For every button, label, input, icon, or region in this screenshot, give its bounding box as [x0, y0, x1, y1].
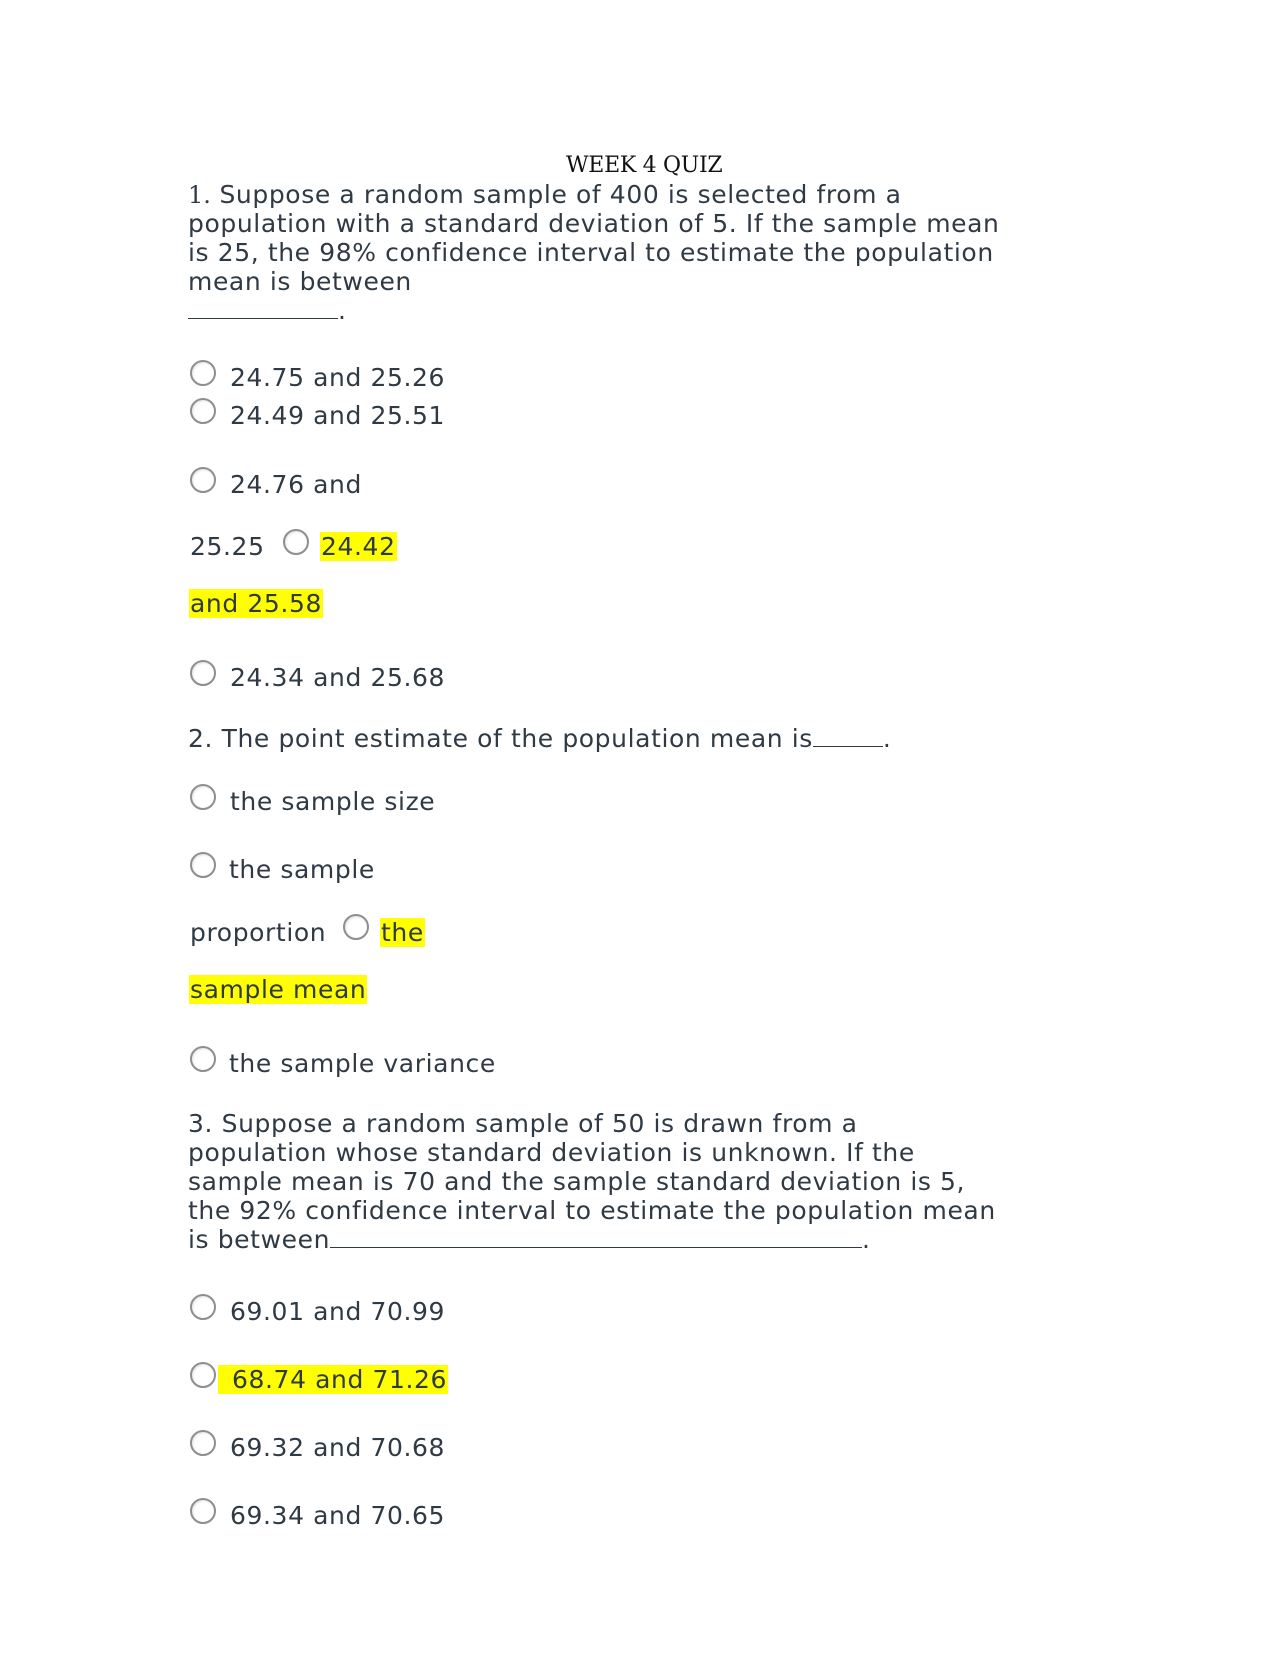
q1-option-3-radio[interactable]	[190, 467, 216, 493]
q2-option-1-label: the sample size	[230, 787, 436, 816]
answer-blank	[330, 1227, 862, 1248]
question-3-line-5	[188, 1225, 871, 1254]
question-1-line-4: mean is between	[188, 267, 412, 296]
answer-blank	[188, 298, 338, 319]
question-1-number: 1.	[188, 181, 211, 209]
question-1-text-1: Suppose a random sample of 400 is selected from a	[219, 180, 902, 209]
question-3-blank-end: .	[862, 1225, 871, 1254]
q3-option-3-label: 69.32 and 70.68	[230, 1433, 446, 1462]
q2-option-3-highlight: the	[381, 918, 424, 947]
q3-option-1-radio[interactable]	[190, 1294, 216, 1320]
q1-option-4-highlight-cont: and 25.58	[190, 589, 322, 618]
question-3-line-3: sample mean is 70 and the sample standard deviation is 5,	[188, 1167, 966, 1196]
q1-option-1-label: 24.75 and 25.26	[230, 363, 446, 392]
q2-option-3-radio[interactable]	[343, 914, 369, 940]
q1-option-5-label: 24.34 and 25.68	[230, 663, 446, 692]
q3-option-1-label: 69.01 and 70.99	[230, 1297, 446, 1326]
q1-option-4-label	[320, 532, 397, 562]
q3-option-4-radio[interactable]	[190, 1498, 216, 1524]
q3-option-2-highlight: 68.74 and 71.26	[218, 1365, 448, 1394]
question-1-line-3: is 25, the 98% confidence interval to estimate the population	[188, 238, 994, 267]
answer-blank	[813, 726, 883, 747]
question-1-line-1	[188, 180, 902, 210]
q3-option-2-label	[218, 1365, 448, 1395]
q3-option-4-label: 69.34 and 70.65	[230, 1501, 446, 1530]
q2-option-2-label: the sample	[229, 855, 375, 884]
page-title: WEEK 4 QUIZ	[566, 153, 723, 178]
q1-option-5-radio[interactable]	[190, 660, 216, 686]
q2-option-2-radio[interactable]	[190, 852, 216, 878]
q2-option-4-label: the sample variance	[229, 1049, 496, 1078]
question-1-blank-end: .	[338, 296, 347, 325]
q1-option-4-radio[interactable]	[283, 529, 309, 555]
q1-option-4-highlight: 24.42	[321, 532, 396, 561]
q2-option-1-radio[interactable]	[190, 784, 216, 810]
question-3-line-4: the 92% confidence interval to estimate the population mean	[188, 1196, 996, 1225]
q2-option-4-radio[interactable]	[190, 1046, 216, 1072]
question-2-blank-end: .	[882, 724, 892, 753]
q2-option-3-highlight-cont: sample mean	[190, 975, 367, 1004]
q1-option-3-label: 24.76 and	[230, 470, 362, 499]
q2-option-3-label-cont	[189, 975, 367, 1005]
question-3-line-1: 3. Suppose a random sample of 50 is drawn from a	[188, 1109, 858, 1138]
q1-option-3-label-cont: 25.25	[190, 532, 265, 561]
question-2-text	[188, 724, 891, 753]
question-3-line-2: population whose standard deviation is unknown. If the	[188, 1138, 915, 1167]
question-3-text-5: is between	[188, 1225, 331, 1254]
question-2-body: 2. The point estimate of the population mean is	[188, 724, 813, 753]
q2-option-2-label-cont: proportion	[190, 918, 327, 947]
q1-option-2-radio[interactable]	[190, 398, 216, 424]
q2-option-3-label	[380, 918, 425, 948]
q1-option-2-label: 24.49 and 25.51	[230, 401, 446, 430]
question-1-line-2: population with a standard deviation of 5. If the sample mean	[188, 209, 1000, 238]
question-1-blank-line	[188, 296, 347, 325]
q1-option-1-radio[interactable]	[190, 360, 216, 386]
q3-option-2-radio[interactable]	[190, 1362, 216, 1388]
q3-option-3-radio[interactable]	[190, 1430, 216, 1456]
q1-option-4-label-cont	[189, 589, 323, 619]
